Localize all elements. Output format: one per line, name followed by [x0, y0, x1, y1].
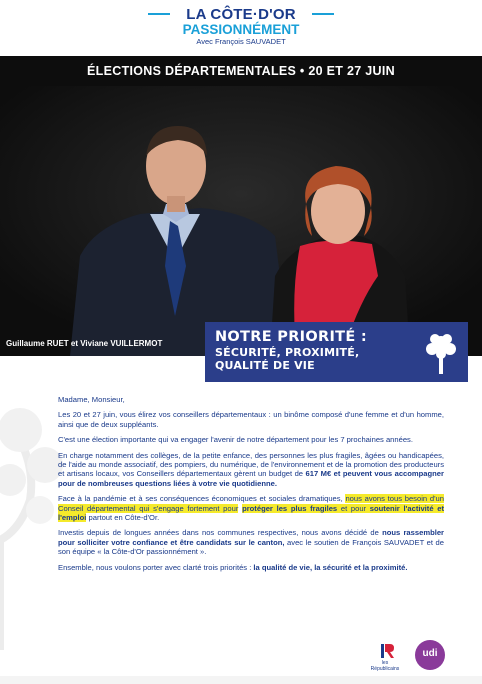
p4-text-2: et pour: [337, 503, 370, 513]
tree-icon: [421, 330, 461, 376]
header: [0, 0, 482, 56]
paragraph-1: Les 20 et 27 juin, vous élirez vos conseillers départementaux : un binôme composé d'une femme et d'un homme, ainsi que de deux suppléants.: [58, 410, 444, 429]
priority-line-1: NOTRE PRIORITÉ :: [215, 329, 367, 345]
p5-text-2: avec le soutien de François SAUVADET et de son équipe « la Côte-d'Or passionnément ».: [58, 537, 445, 557]
footer-strip: [0, 676, 482, 684]
priority-line-2: SÉCURITÉ, PROXIMITÉ,: [215, 346, 360, 359]
p4-bold-1: protéger les plus fragiles: [242, 503, 338, 513]
elections-title: ÉLECTIONS DÉPARTEMENTALES • 20 ET 27 JUIN: [87, 64, 395, 78]
candidate-names: Guillaume RUET et Viviane VUILLERMOT: [6, 339, 163, 348]
paragraph-5: [58, 528, 444, 556]
p6-bold: la qualité de vie, la sécurité et la proximité.: [253, 562, 408, 572]
p4-text-3: partout en Côte-d'Or.: [86, 513, 160, 523]
p6-text: Ensemble, nous voulons porter avec clarté trois priorités :: [58, 562, 254, 572]
p4-highlight-1: nous avons tous besoin d'un Conseil départemental qui s'engage fortement pour: [58, 494, 444, 513]
p5-text-1: Investis depuis de longues années dans nos communes respectives, nous avons décidé de: [58, 528, 383, 538]
udi-logo: [415, 640, 445, 670]
paragraph-6: [58, 563, 444, 572]
p4-text-1: Face à la pandémie et à ses conséquences économiques et sociales dramatiques,: [58, 494, 343, 504]
logo-subtitle: PASSIONNÉMENT: [182, 22, 300, 37]
letter-body: [58, 395, 444, 578]
p4-bold-2: soutenir l'activité et l'emploi: [58, 503, 444, 523]
p5-bold: nous rassembler pour solliciter votre confiance et être candidats sur le canton,: [58, 528, 444, 547]
campaign-logo: [150, 7, 332, 47]
salutation: Madame, Monsieur,: [58, 395, 125, 404]
paragraph-2: C'est une élection importante qui va engager l'avenir de notre département pour les 7 prochaines années.: [58, 435, 413, 445]
priority-box: [205, 322, 468, 382]
p3-bold: 617 M€ et peuvent vous accompagner pour de nombreuses questions liées à votre vie quotidienne.: [58, 469, 444, 488]
banner: [0, 56, 482, 356]
logo-with: Avec François SAUVADET: [196, 37, 286, 46]
paragraph-4: [58, 494, 444, 522]
priority-text: [215, 329, 420, 372]
udi-label: udi: [422, 648, 438, 659]
p3-text: En charge notamment des collèges, de la petite enfance, des personnes les plus fragiles, âgées ou handicapées, de l'aide au monde associatif, des pompiers, du numérique, de l'environnement et de la promotion des producteurs et artisans locaux, vos Conseillers départementaux gèrent un budget de: [58, 450, 444, 479]
les-republicains-logo: [368, 642, 402, 672]
paragraph-3: [58, 451, 444, 489]
priority-line-3: QUALITÉ DE VIE: [215, 359, 315, 372]
candidates-photo: [0, 86, 482, 356]
lr-label: les Républicains: [370, 660, 400, 672]
logo-title: LA CÔTE·D'OR: [186, 6, 296, 23]
